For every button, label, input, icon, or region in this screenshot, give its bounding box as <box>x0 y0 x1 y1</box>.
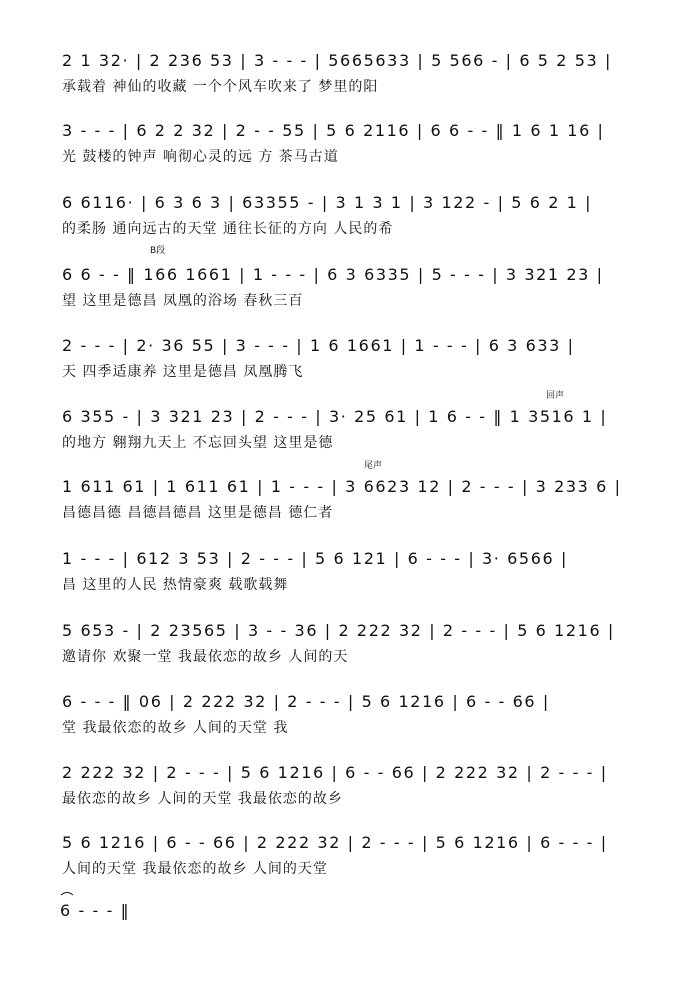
score-line-4 <box>62 262 642 322</box>
lyrics-line: 人间的天堂 我最依恋的故乡 人间的天堂 <box>62 861 328 877</box>
notation-line: 2 1 32· | 2 236 53 | 3 - - - | 5665633 | 5 566 - | 6 5 2 53 | <box>62 51 612 70</box>
lyrics-line: 邀请你 欢聚一堂 我最依恋的故乡 人间的天 <box>62 649 349 665</box>
notation-line: 6 355 - | 3 321 23 | 2 - - - | 3· 25 61 | 1 6 - - ‖ 1 3516 1 | <box>62 407 608 426</box>
score-line-1 <box>62 48 642 108</box>
notation-line: 6 6116· | 6 3 6 3 | 63355 - | 3 1 3 1 | 3 122 - | 5 6 2 1 | <box>62 193 593 212</box>
score-line-5 <box>62 333 642 393</box>
lyrics-line: 光 鼓楼的钟声 响彻心灵的远 方 茶马古道 <box>62 149 339 165</box>
notation-line: 6 - - - ‖ 06 | 2 222 32 | 2 - - - | 5 6 1216 | 6 - - 66 | <box>62 692 550 711</box>
lyrics-line: 承载着 神仙的收藏 一个个风车吹来了 梦里的阳 <box>62 79 379 95</box>
lyrics-line: 望 这里是德昌 凤凰的浴场 春秋三百 <box>62 293 304 309</box>
score-line-2 <box>62 118 642 178</box>
notation-line: 6 6 - - ‖ 166 1661 | 1 - - - | 6 3 6335 | 5 - - - | 3 321 23 | <box>62 265 604 284</box>
lyrics-line: 昌德昌德 昌德昌德昌 这里是德昌 德仁者 <box>62 505 334 521</box>
notation-line: 2 222 32 | 2 - - - | 5 6 1216 | 6 - - 66 | 2 222 32 | 2 - - - | <box>62 763 608 782</box>
section-marker-echo: 回声 <box>546 391 565 401</box>
notation-line: 1 611 61 | 1 611 61 | 1 - - - | 3 6623 12 | 2 - - - | 3 233 6 | <box>62 477 622 496</box>
notation-line: 5 6 1216 | 6 - - 66 | 2 222 32 | 2 - - - | 5 6 1216 | 6 - - - | <box>62 833 608 852</box>
score-line-10 <box>62 689 642 749</box>
notation-line: 1 - - - | 612 3 53 | 2 - - - | 5 6 121 | 6 - - - | 3· 6566 | <box>62 549 568 568</box>
section-marker-b: B段 <box>150 246 166 256</box>
score-line-7 <box>62 474 642 534</box>
notation-line: 5 653 - | 2 23565 | 3 - - 36 | 2 222 32 | 2 - - - | 5 6 1216 | <box>62 621 615 640</box>
score-line-11 <box>62 760 642 820</box>
notation-line: 2 - - - | 2· 36 55 | 3 - - - | 1 6 1661 | 1 - - - | 6 3 633 | <box>62 336 575 355</box>
section-marker-coda: 尾声 <box>364 461 383 471</box>
lyrics-line: 最依恋的故乡 人间的天堂 我最依恋的故乡 <box>62 791 343 807</box>
final-notation: 6 - - - ‖ <box>60 901 131 920</box>
score-line-9 <box>62 618 642 678</box>
lyrics-line: 堂 我最依恋的故乡 人间的天堂 我 <box>62 720 289 736</box>
lyrics-line: 天 四季适康养 这里是德昌 凤凰腾飞 <box>62 364 304 380</box>
notation-line: 3 - - - | 6 2 2 32 | 2 - - 55 | 5 6 2116 | 6 6 - - ‖ 1 6 1 16 | <box>62 121 605 140</box>
lyrics-line: 的柔肠 通向远古的天堂 通往长征的方向 人民的希 <box>62 221 394 237</box>
score-line-3 <box>62 190 642 250</box>
final-line <box>60 896 260 926</box>
tie-slur-icon <box>60 890 74 896</box>
score-line-6 <box>62 404 642 464</box>
lyrics-line: 的地方 翱翔九天上 不忘回头望 这里是德 <box>62 435 334 451</box>
lyrics-line: 昌 这里的人民 热情豪爽 载歌载舞 <box>62 577 289 593</box>
score-line-12 <box>62 830 642 890</box>
score-line-8 <box>62 546 642 606</box>
